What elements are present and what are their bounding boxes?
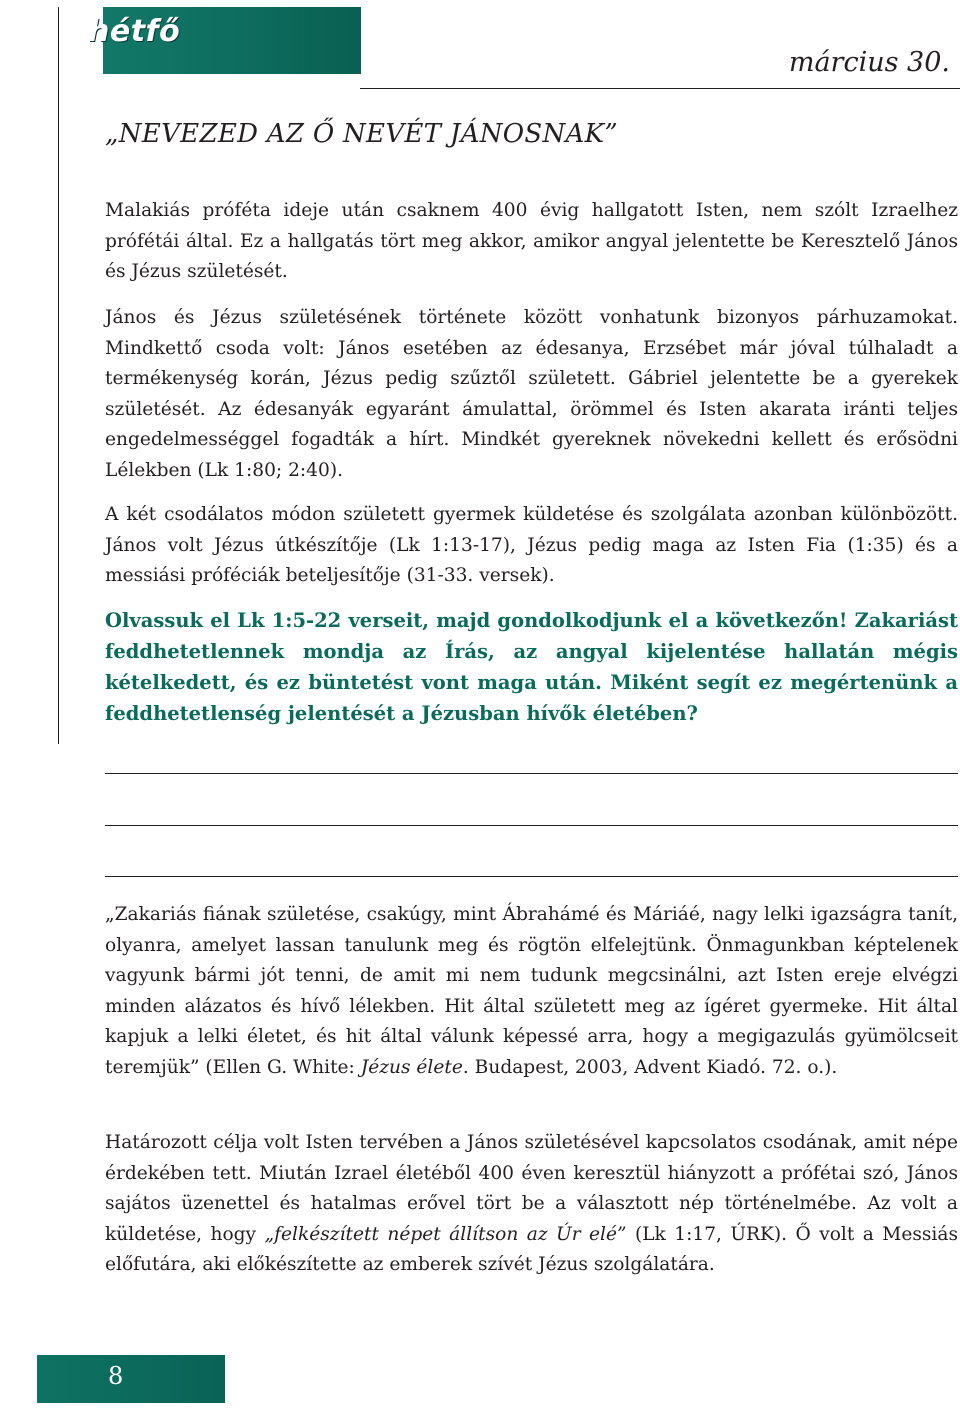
quote-text: „Zakariás fiának születése, csakúgy, mint Ábrahámé és Máriáé, nagy lelki igazságra tanít, olyanra, amelyet lassan tanulunk meg és rögtön elfelejtünk. Önmagunkban képtelenek vagyunk bármi jót tenni, de amit mi nem tudunk megcsinálni, azt Isten ereje elvégzi minden alázatos és hívő lélekben. Hit által született meg az ígéret gyermeke. Hit által kapjuk a lelki életet, és hit által válunk képessé arra, hogy a megigazulás gyümölcseit teremjük” (Ellen G. White: [105,904,958,1078]
answer-line [105,876,958,877]
day-label: hétfő [88,14,181,49]
quote-book-title: Jézus élete [360,1056,463,1078]
study-question: Olvassuk el Lk 1:5-22 verseit, majd gondolkodjunk el a következőn! Zakariást feddhetetlennek mondja az Írás, az angyal kijelentése hallatán mégis kételkedett, és ez büntetést vont maga után. Miként segít ez megértenünk a feddhetetlenség jelentését a Jézusban hívők életében? [105,609,958,725]
page-title: „NEVEZED AZ Ő NEVÉT JÁNOSNAK” [105,119,618,149]
closing-text: Határozott célja volt Isten tervében a János születésével kapcsolatos csodának, amit népe érdekében tett. Miután Izrael életéből 400 éven keresztül hiányzott a prófétai szó, János sajátos üzenettel és hatalmas erővel tört be a választott nép történelmébe. Az volt a küldetése, hogy [105,1132,958,1245]
margin-rule [58,7,59,744]
quote-paragraph [105,900,958,1083]
quote-citation: . Budapest, 2003, Advent Kiadó. 72. o.). [462,1056,838,1078]
paragraph-differences: A két csodálatos módon született gyermek küldetése és szolgálata azonban különbözött. János volt Jézus útkészítője (Lk 1:13-17), Jézus pedig maga az Isten Fia (1:35) és a messiási próféciák beteljesítője (31-33. versek). [105,504,958,586]
date: március 30. [788,47,950,78]
page-number-box [37,1355,225,1403]
paragraph-intro: Malakiás próféta ideje után csaknem 400 évig hallgatott Isten, nem szólt Izraelhez prófétái által. Ez a hallgatás tört meg akkor, amikor angyal jelentette be Keresztelő János és Jézus születését. [105,200,958,282]
closing-text-end: (Lk 1:17, ÚRK). Ő volt a Messiás előfutára, aki előkészítette az emberek szívét Jézus szolgálatára. [105,1223,959,1275]
paragraph-parallels: János és Jézus születésének története között vonhatunk bizonyos párhuzamokat. Mindkettő csoda volt: János esetében az édesanya, Erzsébet már jóval túlhaladt a termékenység korán, Jézus pedig szűztől született. Gábriel jelentette be a gyerekek születését. Az édesanyák egyaránt ámulattal, örömmel és Isten akarata iránti teljes engedelmességgel fogadták a hírt. Mindkét gyereknek növekedni kellett és erősödni Lélekben (Lk 1:80; 2:40). [105,307,958,481]
page-number: 8 [108,1362,124,1390]
closing-scripture: „felkészített népet állítson az Úr elé” [264,1223,627,1245]
answer-line [105,773,958,774]
header-rule [360,88,960,89]
closing-paragraph [105,1128,958,1281]
answer-line [105,825,958,826]
